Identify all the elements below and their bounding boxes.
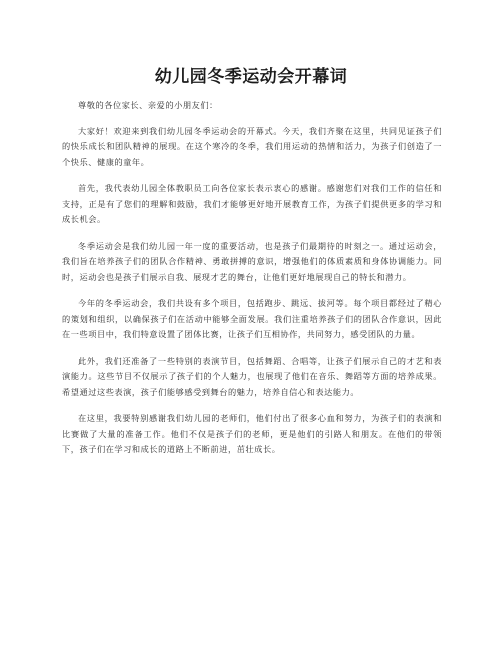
welcome-paragraph: 大家好！欢迎来到我们幼儿园冬季运动会的开幕式。今天，我们齐聚在这里，共同见证孩子们的快乐成长和团队精神的展现。在这个寒冷的冬季，我们用运动的热情和活力，为孩子们创造了一个快乐、健康的童年。 bbox=[62, 125, 442, 167]
document-title: 幼儿园冬季运动会开幕词 bbox=[154, 67, 348, 87]
thanks-teachers-paragraph: 在这里，我要特别感谢我们幼儿园的老师们，他们付出了很多心血和努力，为孩子们的表演和比赛做了大量的准备工作。他们不仅是孩子们的老师，更是他们的引路人和朋友。在他们的带领下，孩子们在学习和成长的道路上不断前进，茁壮成长。 bbox=[62, 413, 442, 454]
event-items-paragraph: 今年的冬季运动会，我们共设有多个项目，包括跑步、跳远、拔河等。每个项目都经过了精心的策划和组织，以确保孩子们在活动中能够全面发展。我们注重培养孩子们的团队合作意识，因此在一些项目中，我们特意设置了团体比赛，让孩子们互相协作，共同努力，感受团队的力量。 bbox=[62, 298, 442, 339]
thanks-parents-paragraph: 首先，我代表幼儿园全体教职员工向各位家长表示衷心的感谢。感谢您们对我们工作的信任和支持，正是有了您们的理解和鼓励，我们才能够更好地开展教育工作，为孩子们提供更多的学习和成长机会。 bbox=[62, 183, 442, 224]
event-purpose-paragraph: 冬季运动会是我们幼儿园一年一度的重要活动，也是孩子们最期待的时刻之一。通过运动会，我们旨在培养孩子们的团队合作精神、勇敢拼搏的意识，增强他们的体质素质和身体协调能力。同时，运动会也是孩子们展示自我、展现才艺的舞台，让他们更好地展现自己的特长和潜力。 bbox=[62, 240, 442, 282]
performances-paragraph: 此外，我们还准备了一些特别的表演节目，包括舞蹈、合唱等，让孩子们展示自己的才艺和表演能力。这些节目不仅展示了孩子们的个人魅力，也展现了他们在音乐、舞蹈等方面的培养成果。希望通过这些表演，孩子们能够感受到舞台的魅力，培养自信心和表达能力。 bbox=[62, 355, 442, 397]
greeting-paragraph: 尊敬的各位家长、亲爱的小朋友们： bbox=[78, 100, 218, 110]
document-body bbox=[62, 98, 442, 469]
